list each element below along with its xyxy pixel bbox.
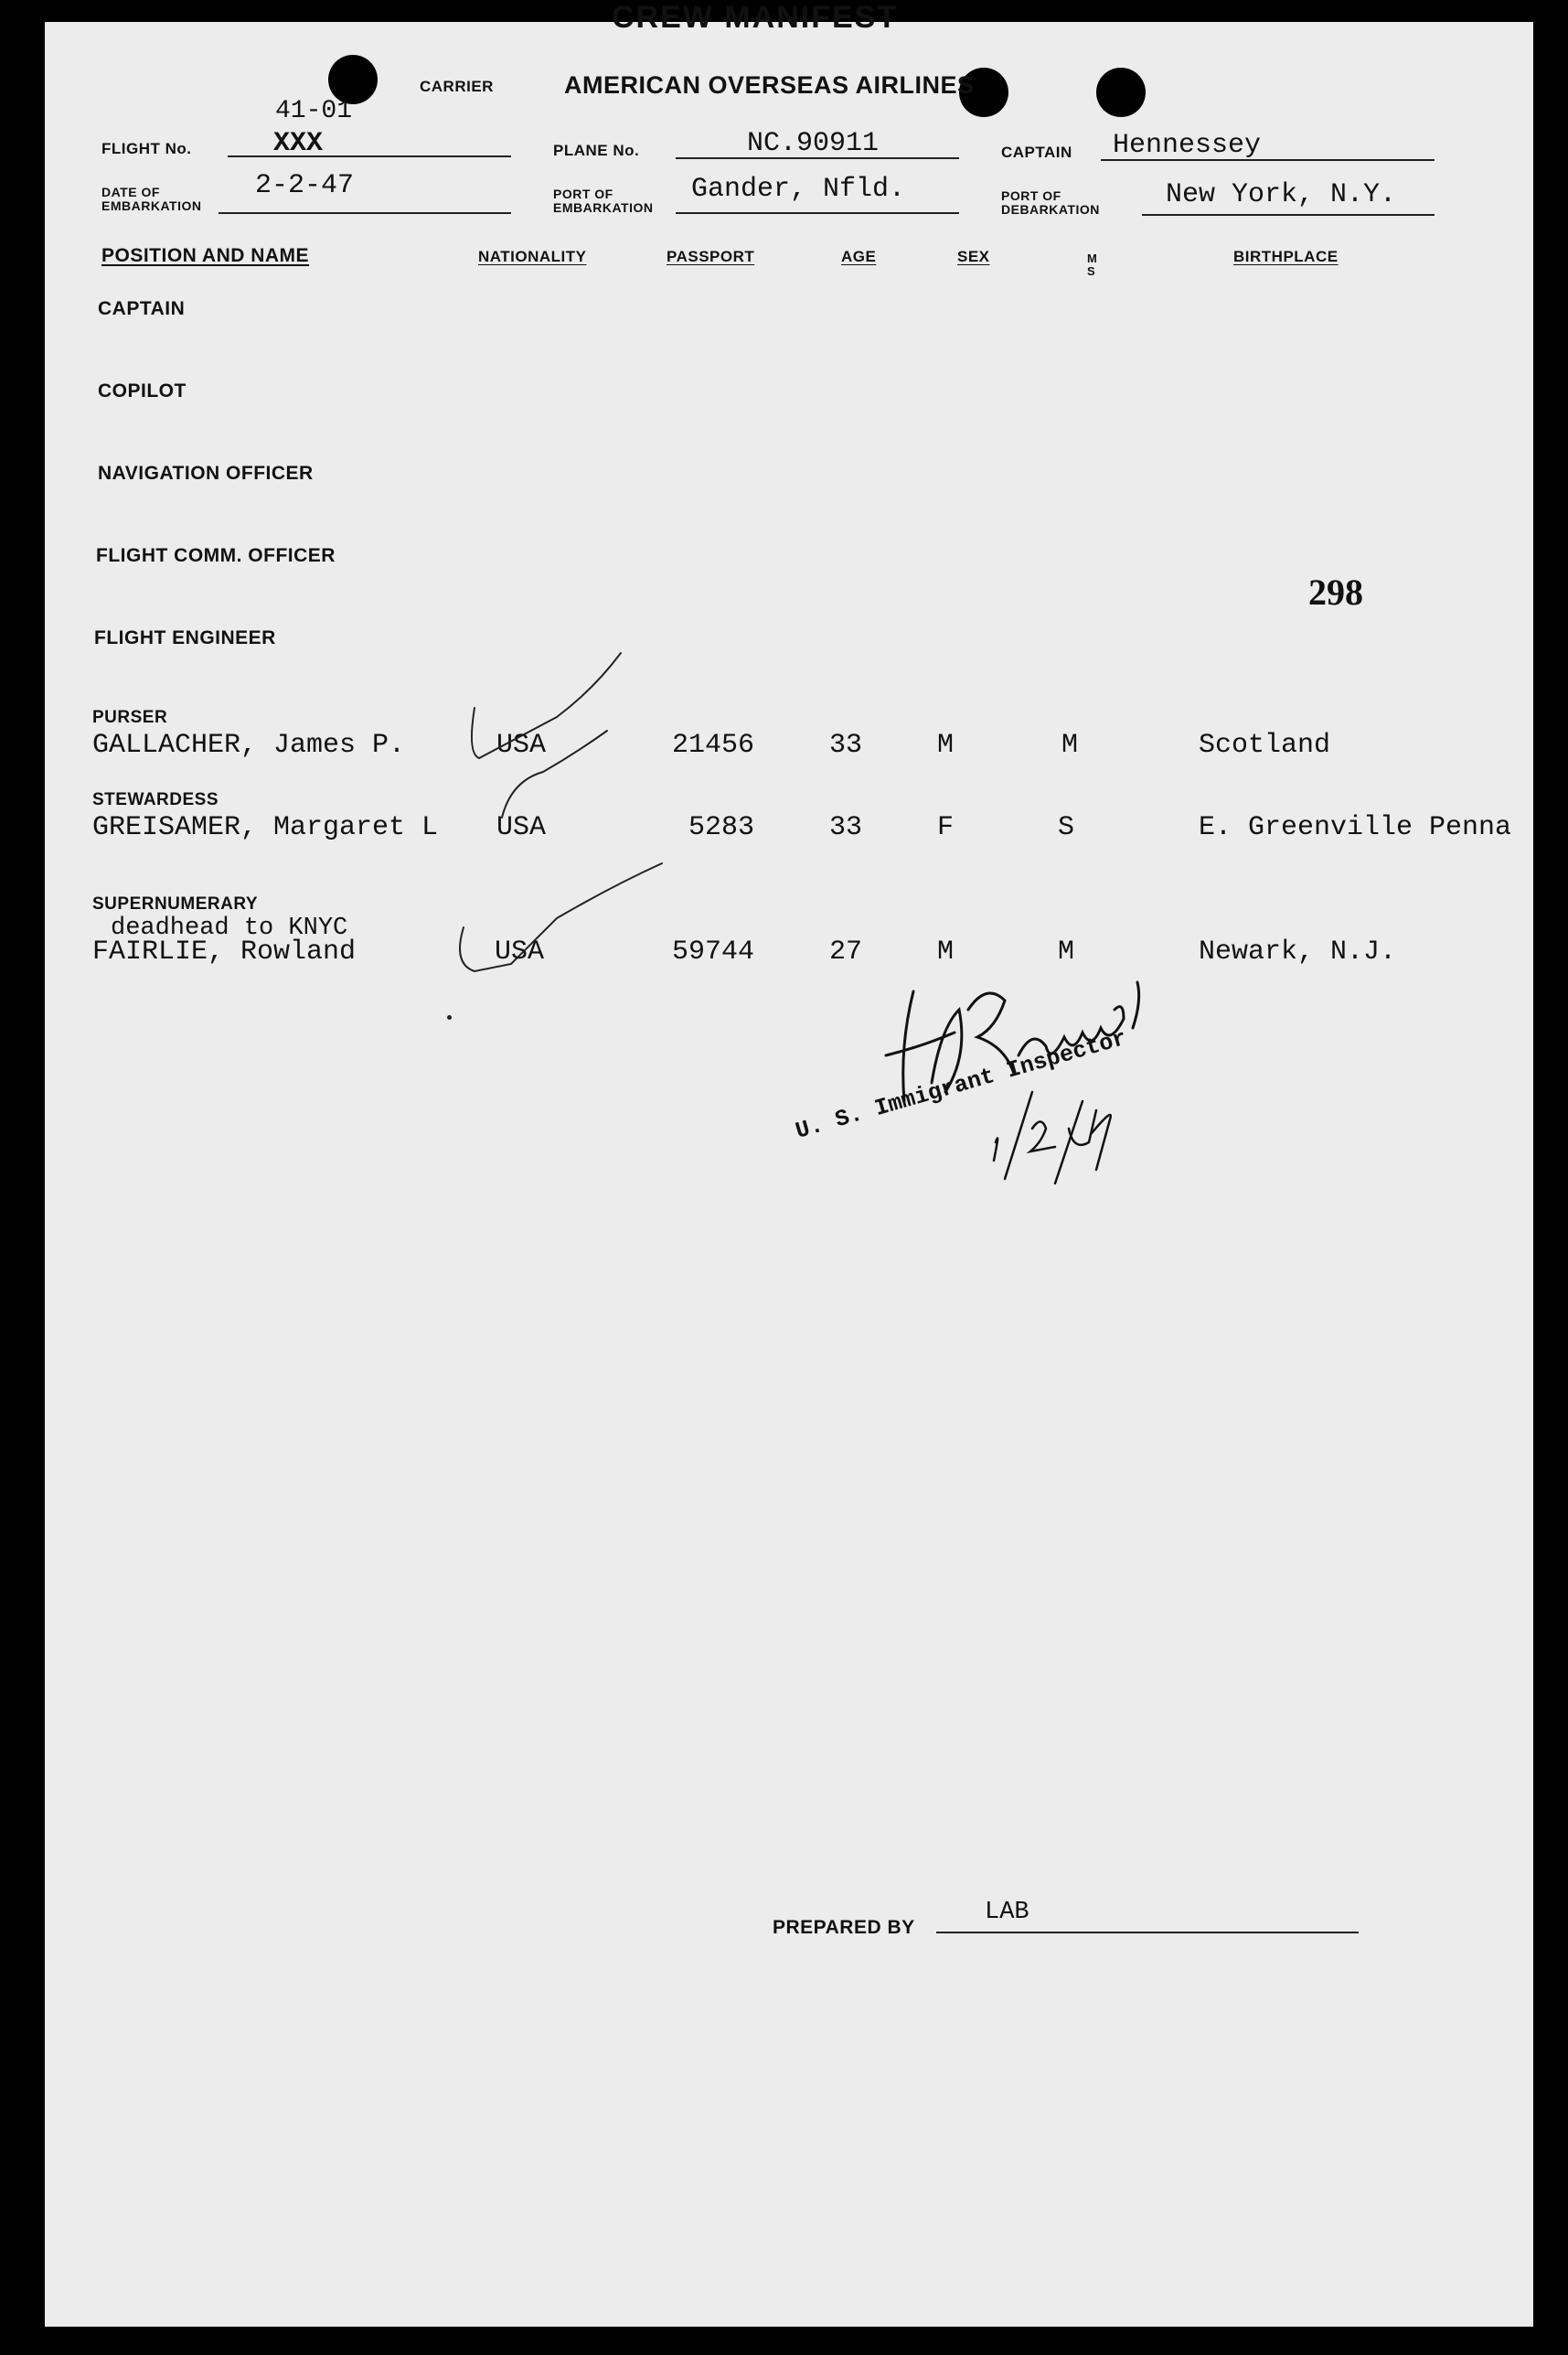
crew-nationality: USA	[496, 730, 547, 761]
check-mark-icon	[460, 863, 662, 971]
crew-age: 33	[829, 730, 863, 761]
inspector-stamp: U. S. Immigrant Inspector	[793, 1024, 1130, 1145]
crew-position: SUPERNUMERARY	[92, 894, 259, 914]
crew-sex: M	[937, 730, 955, 761]
crew-marital: S	[1058, 812, 1075, 843]
captain-label: CAPTAIN	[1001, 144, 1072, 161]
crew-nationality: USA	[495, 937, 545, 968]
prepared-by-label: PREPARED BY	[773, 1917, 915, 1938]
check-mark-icon	[472, 653, 621, 758]
page-number: 298	[1308, 572, 1363, 613]
flight-number-above: 41-01	[275, 97, 353, 125]
crew-marital: M	[1061, 730, 1079, 761]
crew-name: FAIRLIE, Rowland	[92, 937, 357, 968]
check-marks	[45, 22, 1533, 1302]
column-sex: SEX	[957, 248, 990, 265]
crew-birthplace: Scotland	[1199, 730, 1331, 761]
column-passport: PASSPORT	[667, 248, 755, 265]
crew-birthplace: E. Greenville Penna	[1199, 812, 1512, 843]
position-navigation-officer: NAVIGATION OFFICER	[98, 463, 314, 484]
crew-passport: 5283	[688, 812, 755, 843]
crew-name: GREISAMER, Margaret L	[92, 812, 439, 843]
position-copilot: COPILOT	[98, 380, 187, 401]
column-birthplace: BIRTHPLACE	[1233, 248, 1339, 265]
flight-number: XXX	[273, 128, 324, 159]
crew-position: PURSER	[92, 708, 168, 727]
column-position: POSITION AND NAME	[101, 245, 310, 266]
check-mark-icon	[502, 731, 607, 818]
plane-number: NC.90911	[747, 128, 880, 159]
position-comm-officer: FLIGHT COMM. OFFICER	[96, 545, 336, 566]
stray-dot	[447, 1015, 452, 1020]
crew-passport: 59744	[672, 937, 755, 968]
flight-label: FLIGHT No.	[101, 140, 192, 157]
embarkation-date: 2-2-47	[255, 170, 355, 201]
crew-passport: 21456	[672, 730, 755, 761]
column-nationality: NATIONALITY	[478, 248, 587, 265]
crew-sex: M	[937, 937, 955, 968]
position-engineer: FLIGHT ENGINEER	[94, 627, 276, 648]
port-of-debarkation: New York, N.Y.	[1166, 179, 1397, 210]
crew-birthplace: Newark, N.J.	[1199, 937, 1397, 968]
port-embark-label-2: EMBARKATION	[553, 200, 654, 215]
crew-age: 33	[829, 812, 863, 843]
column-marital-s: S	[1087, 264, 1096, 278]
crew-age: 27	[829, 937, 863, 968]
crew-note: deadhead to KNYC	[111, 915, 348, 942]
column-age: AGE	[841, 248, 877, 265]
manifest-page	[43, 0, 1533, 2327]
column-marital-m: M	[1087, 252, 1098, 265]
date-label-1: DATE OF	[101, 185, 160, 199]
carrier-label: CARRIER	[420, 78, 494, 95]
port-embark-label-1: PORT OF	[553, 187, 613, 201]
prepared-by-value: LAB	[985, 1899, 1029, 1926]
port-of-embarkation: Gander, Nfld.	[691, 174, 906, 205]
inspector-signature	[849, 946, 1197, 1220]
carrier-name: AMERICAN OVERSEAS AIRLINES	[564, 71, 975, 99]
captain-name: Hennessey	[1113, 130, 1262, 161]
crew-position: STEWARDESS	[92, 790, 219, 809]
position-captain: CAPTAIN	[98, 298, 186, 319]
crew-name: GALLACHER, James P.	[92, 730, 406, 761]
prepared-by-line	[936, 1932, 1359, 1933]
crew-marital: M	[1058, 937, 1075, 968]
plane-label: PLANE No.	[553, 142, 640, 159]
port-debark-label-2: DEBARKATION	[1001, 202, 1100, 217]
port-debark-label-1: PORT OF	[1001, 188, 1061, 203]
date-label-2: EMBARKATION	[101, 198, 202, 213]
manifest-title: CREW MANIFEST	[612, 0, 899, 35]
crew-nationality: USA	[496, 812, 547, 843]
crew-sex: F	[937, 812, 955, 843]
